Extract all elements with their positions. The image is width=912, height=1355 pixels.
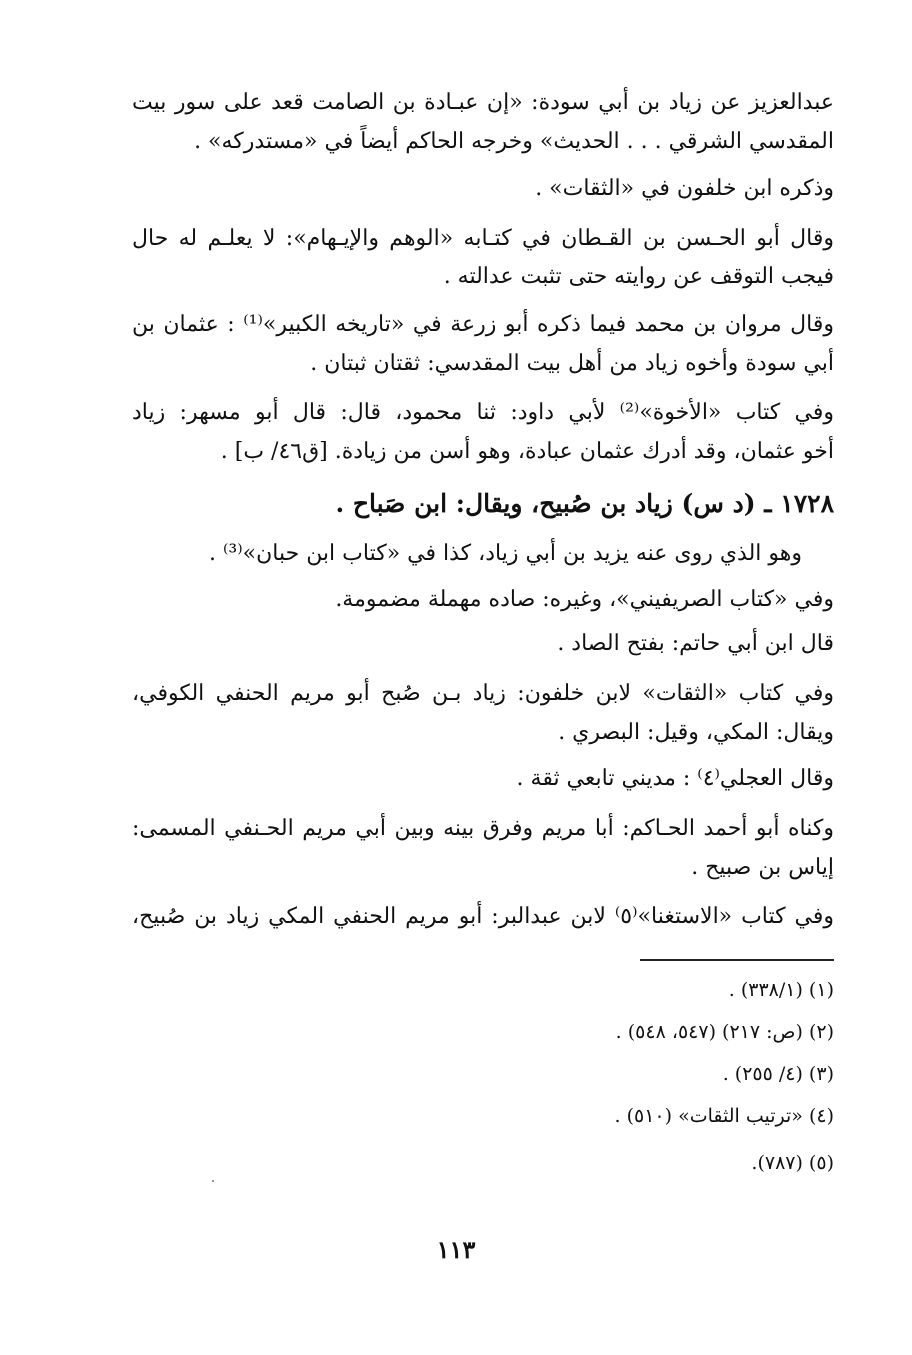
body-line: وفي كتاب «الثقات» لابن خلفون: زياد بـن صُبح أبو مريم الحنفي الكوفي،	[132, 681, 834, 706]
body-line: أبي سودة وأخوه زياد من أهل بيت المقدسي: ثقتان ثبتان .	[310, 351, 834, 376]
body-line: وفي كتاب «الأخوة»⁽²⁾ لأبي داود: ثنا محمود، قال: قال أبو مسهر: زياد	[132, 400, 834, 425]
entry-heading: ١٧٢٨ ـ (د س) زياد بن صُبيح، ويقال: ابن صَباح .	[335, 489, 834, 518]
page-number: ١١٣	[436, 1235, 476, 1264]
body-line: إياس بن صبيح .	[691, 855, 834, 880]
body-line: وفي «كتاب الصريفيني»، وغيره: صاده مهملة مضمومة.	[335, 587, 834, 612]
body-line: فيجب التوقف عن روايته حتى تثبت عدالته .	[443, 264, 834, 289]
body-line: أخو عثمان، وقد أدرك عثمان عبادة، وهو أسن من زيادة. [ق٤٦/ ب] .	[220, 439, 834, 464]
scan-speck	[212, 1180, 214, 1182]
body-line: وهو الذي روى عنه يزيد بن أبي زياد، كذا في «كتاب ابن حبان»⁽³⁾ .	[209, 541, 802, 566]
footnote: (١) (٣٣٨/١) .	[728, 979, 834, 1001]
body-line: وقال أبو الحـسن بن القـطان في كتـابه «الوهم والإيـهام»: لا يعلـم له حال	[132, 226, 834, 251]
body-line: وذكره ابن خلفون في «الثقات» .	[535, 176, 834, 201]
footnote-separator	[640, 959, 834, 961]
body-line: المقدسي الشرقي . . . الحديث» وخرجه الحاكم أيضاً في «مستدركه» .	[194, 129, 834, 154]
body-line: قال ابن أبي حاتم: بفتح الصاد .	[557, 631, 834, 656]
body-line: عبدالعزيز عن زياد بن أبي سودة: «إن عبـادة بن الصامت قعد على سور بيت	[132, 90, 834, 115]
footnote: (٢) (ص: ٢١٧) (٥٤٧، ٥٤٨) .	[615, 1021, 834, 1043]
body-line: وكناه أبو أحمد الحـاكم: أبا مريم وفرق بينه وبين أبي مريم الحـنفي المسمى:	[132, 816, 834, 841]
footnote: (٤) «ترتيب الثقات» (٥١٠) .	[614, 1105, 834, 1127]
body-line: وفي كتاب «الاستغنا»⁽٥⁾ لابن عبدالبر: أبو مريم الحنفي المكي زياد بن صُبيح،	[132, 904, 834, 929]
body-line: ويقال: المكي، وقيل: البصري .	[558, 720, 834, 745]
body-line: وقال مروان بن محمد فيما ذكره أبو زرعة في «تاريخه الكبير»⁽¹⁾ : عثمان بن	[132, 312, 834, 337]
footnote: (٣) (٤/ ٢٥٥) .	[722, 1063, 834, 1085]
body-line: وقال العجلي⁽٤⁾ : مديني تابعي ثقة .	[516, 766, 834, 791]
footnote: (٥) (٧٨٧).	[751, 1152, 834, 1174]
